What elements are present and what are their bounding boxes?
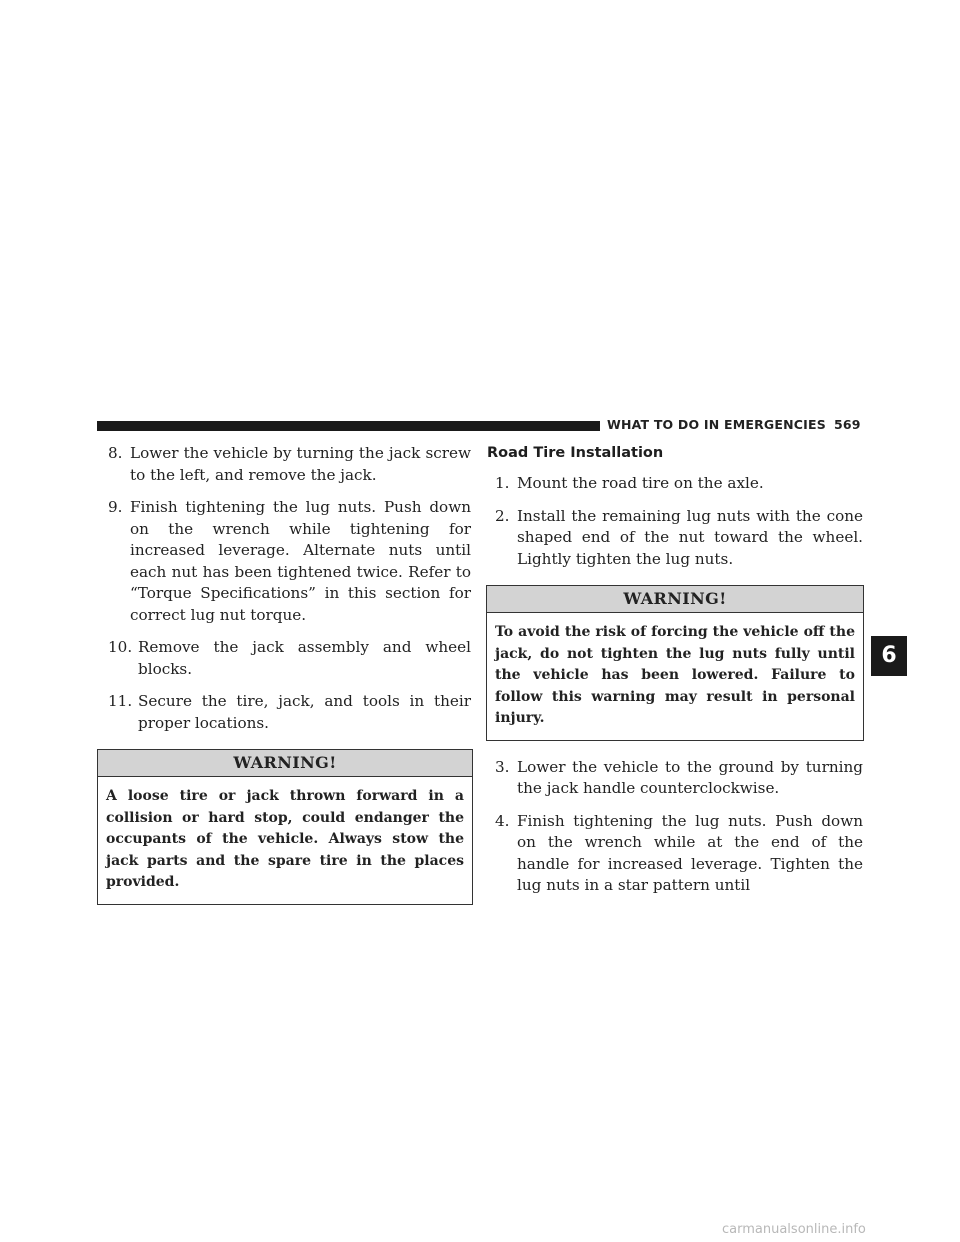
step-number: 9. bbox=[108, 498, 123, 516]
step-item bbox=[495, 757, 863, 800]
right-column bbox=[487, 443, 863, 908]
step-text: Mount the road tire on the axle. bbox=[517, 474, 764, 492]
step-item bbox=[108, 443, 471, 486]
section-heading: Road Tire Installation bbox=[487, 445, 664, 461]
step-number: 1. bbox=[495, 474, 510, 492]
watermark-text: carmanualsonline.info bbox=[722, 1222, 866, 1237]
warning-box bbox=[486, 585, 864, 741]
left-column bbox=[108, 443, 471, 921]
step-text: Install the remaining lug nuts with the cone shaped end of the nut toward the wheel. Lightly tighten the lug nuts. bbox=[517, 506, 863, 568]
step-item bbox=[108, 637, 471, 680]
step-number: 11. bbox=[108, 692, 133, 710]
step-number: 2. bbox=[495, 506, 510, 525]
step-item bbox=[495, 811, 863, 897]
running-header bbox=[607, 417, 861, 432]
step-number: 4. bbox=[495, 811, 510, 830]
warning-box bbox=[97, 749, 473, 905]
warning-title: WARNING! bbox=[487, 586, 863, 613]
step-text: Lower the vehicle by turning the jack screw to the left, and remove the jack. bbox=[130, 444, 471, 484]
step-text: Finish tightening the lug nuts. Push down on the wrench while at the end of the handle for increased leverage. Tighten the lug nuts in a star pattern until bbox=[517, 811, 863, 894]
step-item bbox=[108, 691, 471, 734]
step-text: Secure the tire, jack, and tools in their proper locations. bbox=[138, 692, 471, 732]
step-text: Finish tightening the lug nuts. Push down on the wrench while tightening for increased leverage. Alternate nuts until each nut has been tightened twice. Refer to “Torque Specifications” in this section for correct lug nut torque. bbox=[130, 498, 471, 624]
step-text: Lower the vehicle to the ground by turning the jack handle counterclockwise. bbox=[517, 757, 863, 797]
warning-title: WARNING! bbox=[98, 750, 472, 777]
step-number: 3. bbox=[495, 757, 510, 776]
page-number: 569 bbox=[833, 417, 861, 432]
chapter-tab: 6 bbox=[871, 636, 907, 676]
section-title: WHAT TO DO IN EMERGENCIES bbox=[607, 417, 826, 432]
step-item bbox=[495, 473, 863, 495]
step-item bbox=[108, 497, 471, 626]
step-number: 10. bbox=[108, 638, 133, 656]
step-text: Remove the jack assembly and wheel blocks. bbox=[138, 638, 471, 678]
step-item bbox=[495, 506, 863, 571]
warning-text: To avoid the risk of forcing the vehicle off the jack, do not tighten the lug nuts fully until the vehicle has been lowered. Failure to follow this warning may result in personal injury. bbox=[495, 624, 855, 726]
header-rule bbox=[97, 421, 600, 431]
step-number: 8. bbox=[108, 444, 123, 462]
warning-text: A loose tire or jack thrown forward in a collision or hard stop, could endanger the occupants of the vehicle. Always stow the jack parts and the spare tire in the places provided. bbox=[106, 788, 464, 890]
